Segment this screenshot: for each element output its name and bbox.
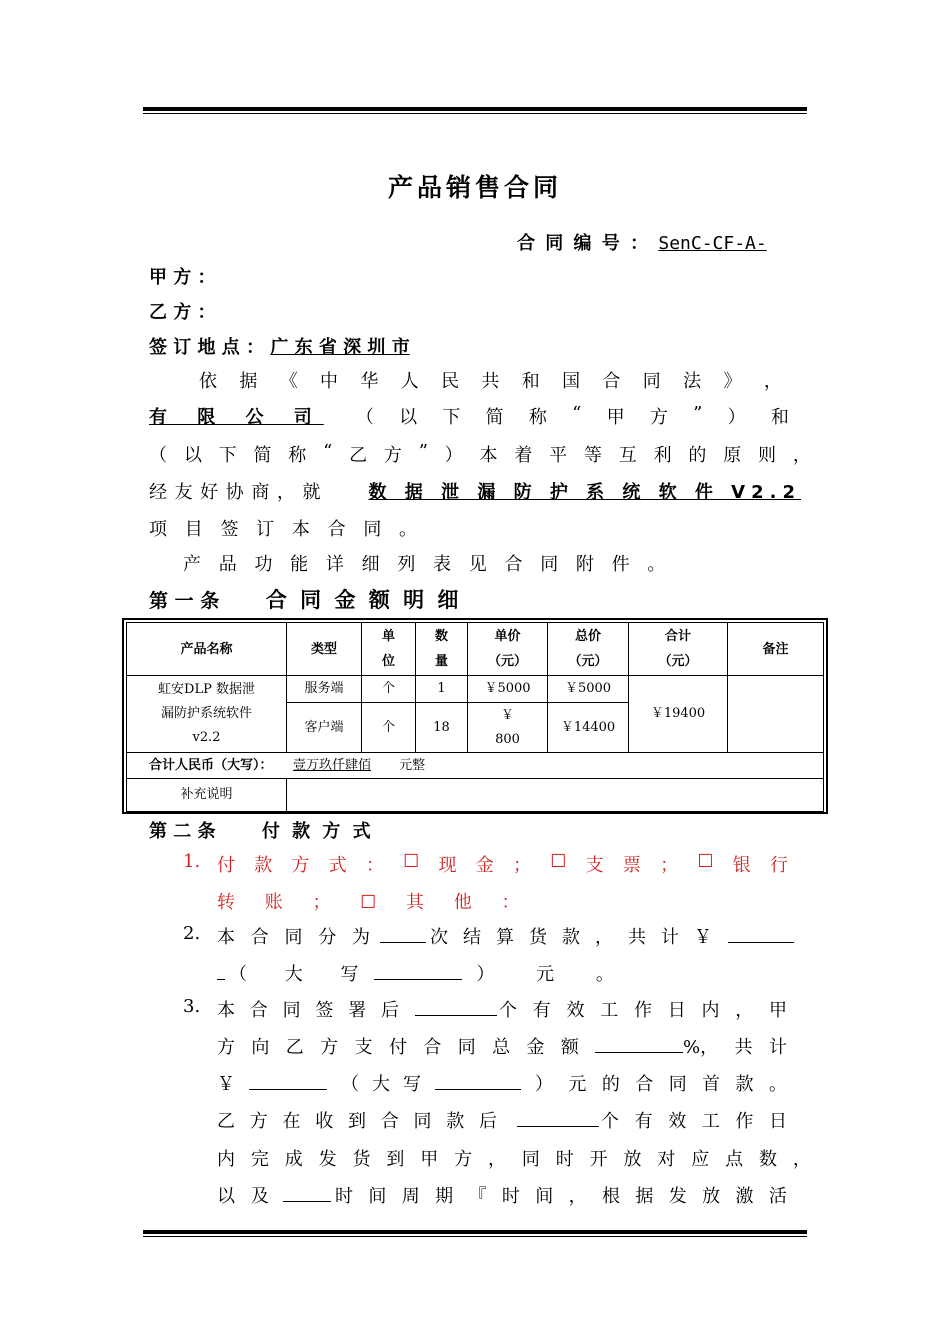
text-glyph: 额 <box>560 1037 579 1058</box>
item-1-line-2: 转 账 ； ☐ 其 他 ： <box>217 892 532 913</box>
intro-line-1 <box>199 367 782 393</box>
text-glyph: 同 <box>642 371 661 392</box>
text-glyph: 友 <box>174 482 193 503</box>
item-2-line-2: （ 大 写 ） 元 。 <box>217 960 632 986</box>
text-glyph: 合 <box>423 1037 442 1058</box>
text-glyph: 乙 <box>217 1111 235 1132</box>
text-glyph: （ <box>341 1074 359 1095</box>
header-type: 类型 <box>287 623 362 676</box>
text-glyph: 行 <box>769 855 788 876</box>
article-1-heading <box>149 584 461 614</box>
text-glyph: 金 <box>526 1037 545 1058</box>
intro-line-5: 项 目 签 订 本 合 同 。 <box>149 519 424 540</box>
text-glyph: 周 <box>401 1186 420 1207</box>
note-value <box>287 779 824 812</box>
text-glyph: 货 <box>529 927 547 948</box>
text-glyph: 现 <box>438 855 457 876</box>
text-glyph: 元 <box>568 1074 587 1095</box>
text-glyph: ” <box>418 441 428 462</box>
text-glyph: 以 <box>399 407 418 428</box>
product-name-cell: 虹安DLP 数据泄 漏防护系统软件 v2.2 <box>127 676 287 753</box>
rmb-value: 壹万玖仟肆佰 <box>293 757 372 773</box>
item-1-number: 1. <box>183 851 201 872</box>
text-glyph: 款 <box>562 927 580 948</box>
text-glyph: 中 <box>320 371 339 392</box>
text-glyph: 据 <box>635 1186 654 1207</box>
text-glyph: 合 <box>249 1000 268 1021</box>
text-glyph: 活 <box>768 1186 787 1207</box>
text-glyph: 民 <box>441 371 460 392</box>
text-glyph: 乙 <box>285 1037 304 1058</box>
text-glyph: 收 <box>315 1111 334 1132</box>
text-glyph: 时 <box>555 1149 574 1170</box>
text-glyph: 华 <box>360 371 379 392</box>
text-glyph: 货 <box>352 1149 371 1170</box>
header-sum: 合计 （元） <box>629 623 728 676</box>
blank-working-days-2 <box>517 1110 599 1127</box>
text-glyph: 合 <box>250 927 269 948</box>
text-glyph: 金 <box>475 855 494 876</box>
article-2-number: 第 二 条 <box>149 821 216 842</box>
text-glyph: 及 <box>251 1186 269 1207</box>
text-glyph: 下 <box>218 445 237 466</box>
text-glyph: 方 <box>454 1149 473 1170</box>
text-glyph: ； <box>660 855 679 876</box>
amount-table <box>122 618 828 814</box>
intro-line-3 <box>149 441 811 467</box>
blank-total-amount <box>728 926 794 943</box>
text-glyph: 国 <box>562 371 581 392</box>
text-glyph: ” <box>693 403 703 424</box>
text-glyph: 票 <box>622 855 641 876</box>
text-glyph: 数 <box>759 1149 777 1170</box>
text-glyph: 式 <box>328 855 347 876</box>
table-row <box>127 676 824 703</box>
intro-line-2 <box>149 403 789 429</box>
cell-type: 服务端 <box>287 676 362 703</box>
rmb-total-row <box>127 753 824 779</box>
text-glyph: 计 <box>768 1037 787 1058</box>
text-glyph: 同 <box>284 927 303 948</box>
text-glyph: 期 <box>435 1186 454 1207</box>
intro-line-6: 产 品 功 能 详 细 列 表 见 合 同 附 件 。 <box>183 554 672 575</box>
text-glyph: 银 <box>732 855 751 876</box>
text-glyph: 后 <box>380 1000 399 1021</box>
text-glyph: 『 <box>468 1186 487 1207</box>
text-glyph: 到 <box>386 1149 405 1170</box>
text-glyph: 支 <box>585 855 604 876</box>
text-glyph: ） <box>444 445 463 466</box>
cell-price: ￥5000 <box>468 676 548 703</box>
text-glyph: 签 <box>315 1000 334 1021</box>
header-qty: 数 量 <box>416 623 468 676</box>
cell-price: ￥ 800 <box>468 703 548 753</box>
text-glyph: 同 <box>521 1149 540 1170</box>
text-glyph: ， <box>763 371 782 392</box>
sign-place <box>149 333 420 359</box>
text-glyph: 内 <box>701 1000 720 1021</box>
text-glyph: 向 <box>251 1037 270 1058</box>
text-glyph: 原 <box>723 445 742 466</box>
text-glyph: ， <box>276 482 295 503</box>
text-glyph: 日 <box>768 1111 787 1132</box>
rmb-label: 合计人民币（大写）： <box>149 757 273 773</box>
text-glyph: 款 <box>735 1074 754 1095</box>
project-name: 数 据 泄 漏 防 护 系 统 软 件 V2.2 <box>368 482 801 503</box>
text-glyph: 为 <box>352 927 370 948</box>
text-glyph: 效 <box>668 1111 687 1132</box>
text-glyph: 合 <box>380 1111 399 1132</box>
text-glyph: ， <box>488 1149 506 1170</box>
text-glyph: 放 <box>623 1149 642 1170</box>
item-3-line-3 <box>217 1070 787 1096</box>
text-glyph: 的 <box>688 445 707 466</box>
text-glyph: 工 <box>600 1000 619 1021</box>
text-glyph: 效 <box>566 1000 585 1021</box>
text-glyph: 共 <box>734 1037 753 1058</box>
document-title: 产品销售合同 <box>387 173 562 202</box>
text-glyph: 和 <box>521 371 540 392</box>
text-glyph: 间 <box>368 1186 387 1207</box>
text-glyph: 的 <box>601 1074 620 1095</box>
contract-number-label: 合 同 编 号 ： <box>517 233 651 254</box>
cell-unit: 个 <box>362 703 416 753</box>
text-glyph: 简 <box>253 445 272 466</box>
text-glyph: 协 <box>225 482 244 503</box>
blank-percentage <box>595 1036 683 1053</box>
text-glyph: ； <box>513 855 532 876</box>
text-glyph: 合 <box>635 1074 654 1095</box>
text-glyph: 对 <box>657 1149 676 1170</box>
text-glyph: 分 <box>318 927 337 948</box>
text-glyph: 着 <box>514 445 533 466</box>
text-glyph: 《 <box>279 371 298 392</box>
text-glyph: （ <box>149 445 167 466</box>
note-row <box>127 779 824 812</box>
item-3-line-5 <box>217 1145 811 1171</box>
item-2-line-1 <box>217 923 803 949</box>
text-glyph: 法 <box>683 371 702 392</box>
header-unit: 单 位 <box>362 623 416 676</box>
text-glyph: 简 <box>485 407 504 428</box>
article-1-number: 第 一 条 <box>149 590 220 612</box>
item-3-number: 3. <box>183 996 201 1017</box>
text-glyph: 以 <box>217 1186 235 1207</box>
cell-unit: 个 <box>362 676 416 703</box>
text-glyph: 称 <box>528 407 547 428</box>
text-glyph: 总 <box>492 1037 511 1058</box>
text-glyph: 则 <box>758 445 777 466</box>
item-3-line-1 <box>217 996 787 1022</box>
text-glyph: 乙 <box>349 445 368 466</box>
text-glyph: 根 <box>602 1186 620 1207</box>
cell-total: ￥5000 <box>548 676 629 703</box>
text-glyph: 就 <box>302 482 321 503</box>
cell-qty: 1 <box>416 676 468 703</box>
table-header-row <box>127 623 824 676</box>
text-glyph: （ <box>355 407 374 428</box>
text-glyph: 下 <box>442 407 461 428</box>
text-glyph: 日 <box>667 1000 686 1021</box>
item-2-number: 2. <box>183 923 201 944</box>
party-a: 甲 方 ： <box>149 267 216 288</box>
text-glyph: 署 <box>348 1000 367 1021</box>
text-glyph: 方 <box>217 1037 235 1058</box>
text-glyph: 本 <box>479 445 498 466</box>
sign-place-value: 广 东 省 深 圳 市 <box>270 337 410 358</box>
text-glyph: 平 <box>549 445 568 466</box>
text-glyph: 发 <box>668 1186 687 1207</box>
text-glyph: 甲 <box>420 1149 439 1170</box>
text-glyph: ， <box>735 1000 754 1021</box>
text-glyph: 间 <box>535 1186 554 1207</box>
text-glyph: 在 <box>282 1111 301 1132</box>
sign-place-label: 签 订 地 点 ： <box>149 337 265 358</box>
contract-number-value: SenC-CF-A- <box>658 233 767 254</box>
text-glyph: 付 <box>388 1037 407 1058</box>
text-glyph: 人 <box>400 371 419 392</box>
text-glyph: 款 <box>254 855 273 876</box>
header-total: 总价 （元） <box>548 623 629 676</box>
text-glyph: 好 <box>200 482 219 503</box>
cell-remark <box>728 676 824 753</box>
text-glyph: 有 <box>634 1111 653 1132</box>
text-glyph: 发 <box>318 1149 337 1170</box>
text-glyph: 计 <box>661 927 679 948</box>
blank-first-payment-words <box>435 1073 521 1090</box>
article-1-title: 合 同 金 额 明 细 <box>265 588 462 612</box>
blank-first-payment <box>249 1073 327 1090</box>
text-glyph: “ <box>572 403 582 424</box>
text-glyph: 内 <box>217 1149 235 1170</box>
text-glyph: 》 <box>723 371 742 392</box>
text-glyph: 同 <box>457 1037 476 1058</box>
cell-sum: ￥19400 <box>629 676 728 753</box>
text-glyph: ￥ <box>217 1074 235 1095</box>
blank-time-period <box>283 1185 331 1202</box>
text-glyph: 写 <box>403 1074 421 1095</box>
cell-qty: 18 <box>416 703 468 753</box>
intro-line-4 <box>149 478 801 504</box>
item-1-line-1 <box>217 851 788 877</box>
intro-line-2-text <box>356 403 789 429</box>
header-remark: 备注 <box>728 623 824 676</box>
text-glyph: 方 <box>649 407 668 428</box>
company-name: 有 限 公 司 <box>149 407 324 428</box>
text-glyph: 完 <box>250 1149 269 1170</box>
text-glyph: 个 <box>499 1000 517 1021</box>
text-glyph: 有 <box>532 1000 551 1021</box>
cell-total: ￥14400 <box>548 703 629 753</box>
blank-settlement-count <box>380 926 426 943</box>
text-glyph: 同 <box>413 1111 432 1132</box>
rmb-suffix: 元整 <box>399 757 426 773</box>
contract-number <box>517 229 767 255</box>
text-glyph: “ <box>323 441 333 462</box>
text-glyph: 款 <box>446 1111 465 1132</box>
text-glyph: ， <box>792 1149 811 1170</box>
text-glyph: 方 <box>249 1111 268 1132</box>
text-glyph: ， <box>595 927 613 948</box>
text-glyph: 首 <box>702 1074 721 1095</box>
text-glyph: 商 <box>251 482 270 503</box>
text-glyph: 成 <box>284 1149 303 1170</box>
text-glyph: 作 <box>634 1000 652 1021</box>
text-glyph: 合 <box>602 371 621 392</box>
text-glyph: 利 <box>653 445 672 466</box>
text-glyph: 激 <box>735 1186 754 1207</box>
text-glyph: 共 <box>628 927 646 948</box>
text-glyph: 方 <box>291 855 310 876</box>
text-glyph: 到 <box>348 1111 366 1132</box>
text-glyph: 时 <box>335 1186 353 1207</box>
text-glyph: 个 <box>601 1111 619 1132</box>
text-glyph: 。 <box>768 1074 787 1095</box>
cell-type: 客户端 <box>287 703 362 753</box>
text-glyph: 开 <box>589 1149 608 1170</box>
text-glyph: 等 <box>583 445 602 466</box>
text-glyph: 同 <box>282 1000 301 1021</box>
text-glyph: %， <box>683 1037 719 1058</box>
text-glyph: ： <box>365 855 384 876</box>
header-product-name: 产品名称 <box>127 623 287 676</box>
article-2-title: 付 款 方 式 <box>261 821 374 842</box>
party-b: 乙 方 ： <box>149 302 216 323</box>
text-glyph: 共 <box>481 371 500 392</box>
text-glyph: ☐ <box>403 851 420 872</box>
text-glyph: 方 <box>320 1037 339 1058</box>
footer-rule <box>143 1230 807 1237</box>
blank-working-days-1 <box>415 999 497 1016</box>
text-glyph: 结 <box>463 927 481 948</box>
intro-line-4-text <box>149 478 321 504</box>
text-glyph: ☐ <box>697 851 714 872</box>
text-glyph: 工 <box>701 1111 720 1132</box>
text-glyph: 作 <box>735 1111 754 1132</box>
text-glyph: 甲 <box>606 407 625 428</box>
text-glyph: 应 <box>691 1149 710 1170</box>
text-glyph: 方 <box>383 445 402 466</box>
text-glyph: 次 <box>430 927 448 948</box>
text-glyph: 本 <box>217 927 235 948</box>
note-label: 补充说明 <box>127 779 287 812</box>
text-glyph: 称 <box>288 445 307 466</box>
text-glyph: 依 <box>199 371 217 392</box>
blank-amount-words <box>374 963 462 980</box>
text-glyph: 和 <box>770 407 789 428</box>
header-rule <box>143 107 807 114</box>
item-3-line-4 <box>217 1107 787 1133</box>
text-glyph: 甲 <box>769 1000 787 1021</box>
text-glyph: 互 <box>618 445 637 466</box>
text-glyph: 后 <box>479 1111 497 1132</box>
text-glyph: 大 <box>372 1074 390 1095</box>
text-glyph: 以 <box>183 445 202 466</box>
text-glyph: ￥ <box>694 927 712 948</box>
text-glyph: 算 <box>496 927 514 948</box>
text-glyph: 时 <box>501 1186 520 1207</box>
item-3-line-6 <box>217 1182 787 1208</box>
text-glyph: 付 <box>217 855 235 876</box>
article-2-heading <box>149 817 374 843</box>
text-glyph: 同 <box>668 1074 687 1095</box>
text-glyph: 据 <box>239 371 258 392</box>
text-glyph: 放 <box>702 1186 721 1207</box>
text-glyph: 点 <box>725 1149 744 1170</box>
header-price: 单价 （元） <box>468 623 548 676</box>
text-glyph: ） <box>535 1074 553 1095</box>
item-3-line-2 <box>217 1033 787 1059</box>
text-glyph: 支 <box>354 1037 373 1058</box>
text-glyph: ） <box>727 407 746 428</box>
text-glyph: 本 <box>217 1000 235 1021</box>
text-glyph: ☐ <box>550 851 567 872</box>
text-glyph: 经 <box>149 482 167 503</box>
text-glyph: ， <box>568 1186 587 1207</box>
text-glyph: ， <box>792 445 811 466</box>
